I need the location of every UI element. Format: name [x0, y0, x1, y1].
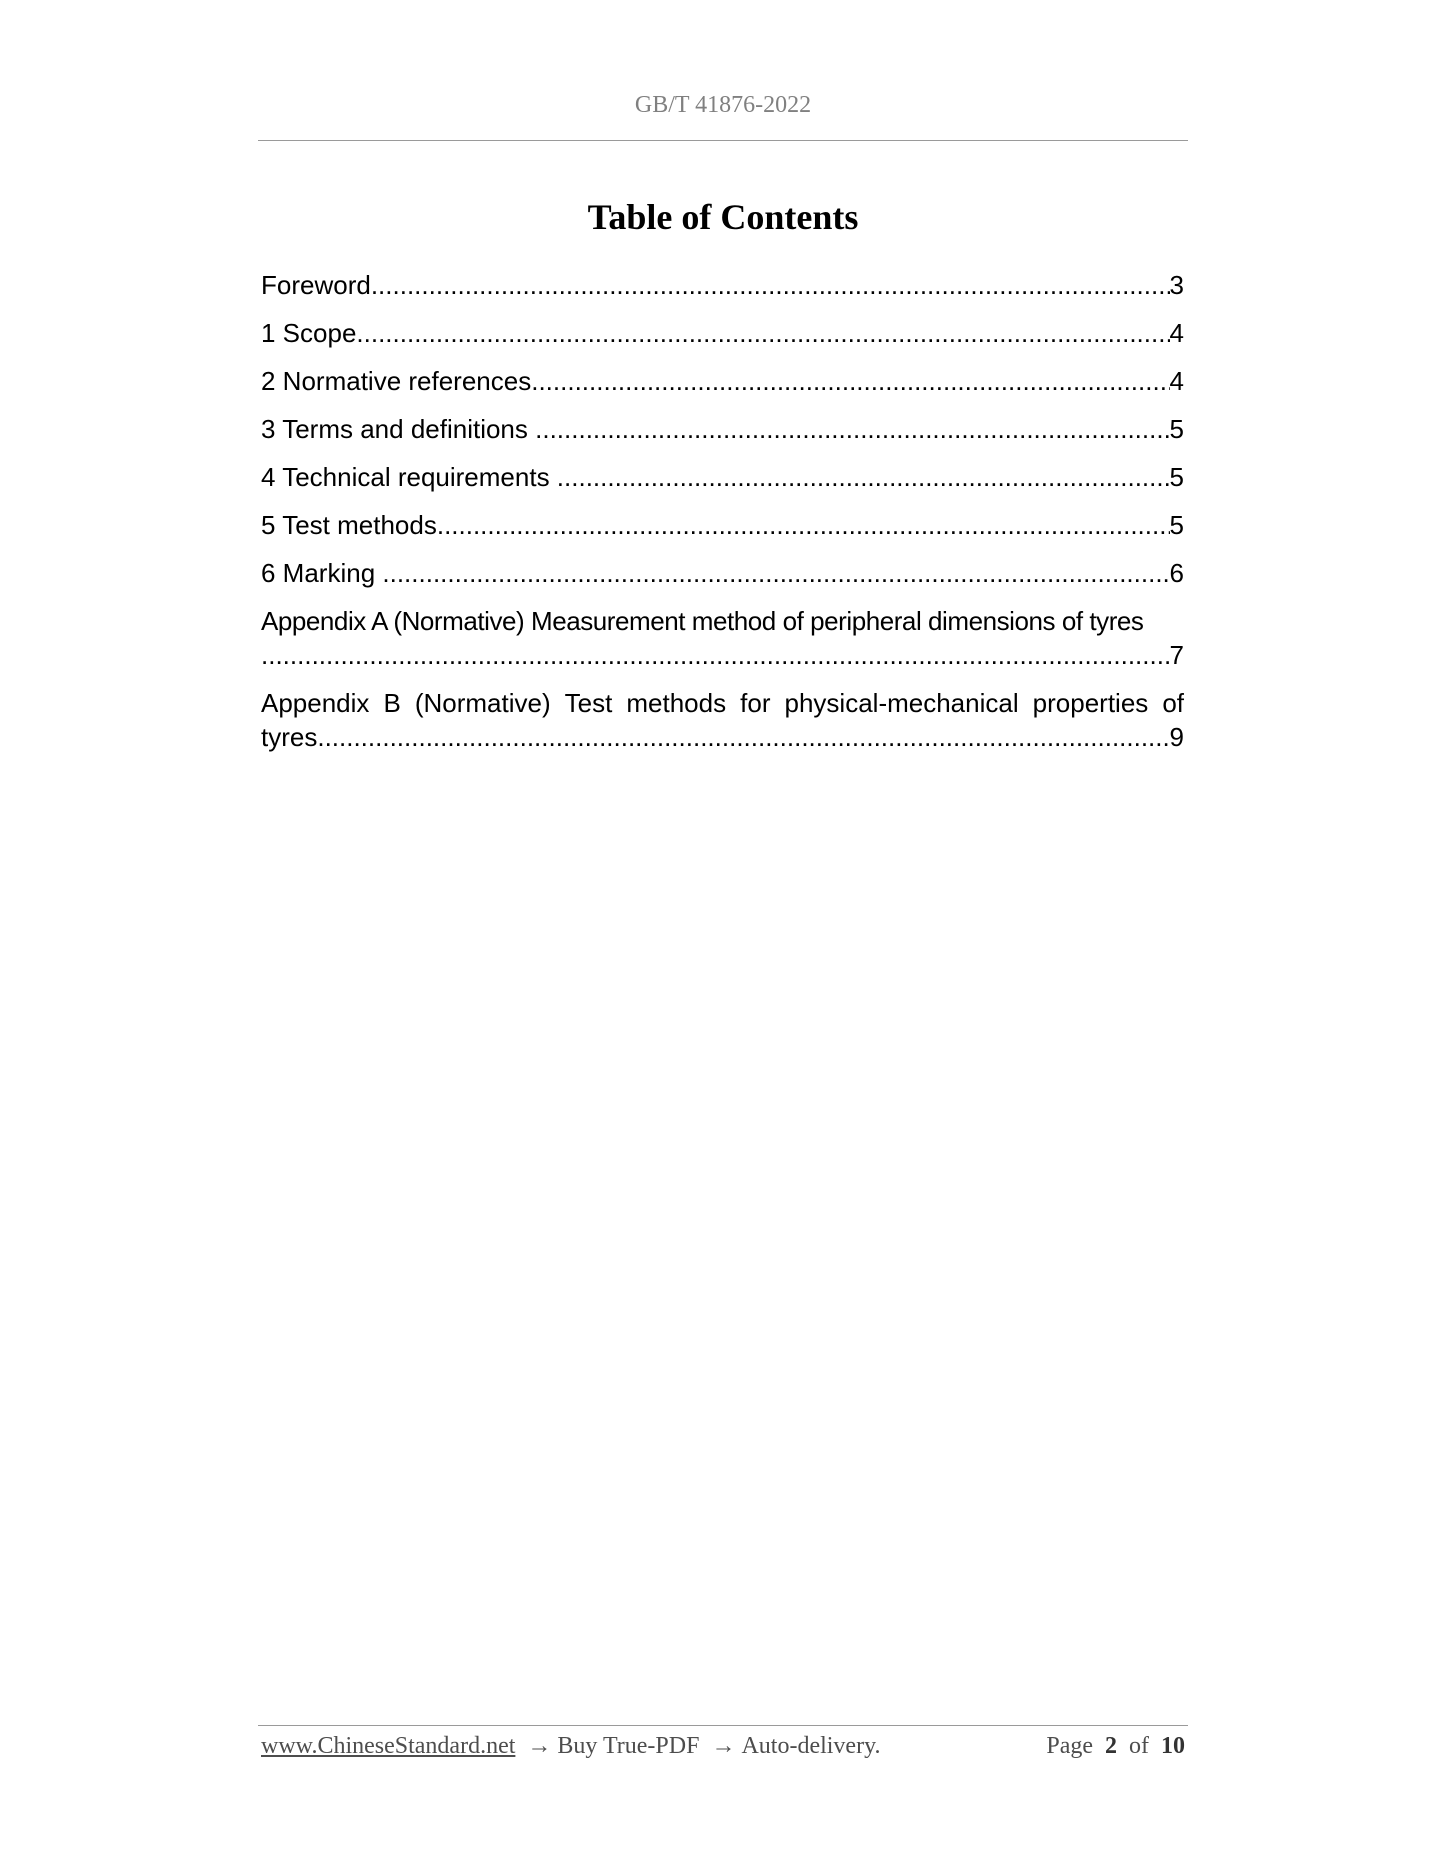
page-indicator [1046, 1733, 1185, 1760]
toc-entry-scope[interactable] [261, 316, 1184, 350]
arrow-right-icon: → [711, 1732, 736, 1759]
toc-word: for [740, 688, 771, 718]
dot-leader [557, 460, 1170, 494]
toc-entry-label: 1 Scope [261, 318, 357, 348]
toc-entry-page: 5 [1169, 510, 1184, 540]
toc-entry-label: Appendix A (Normative) Measurement method of peripheral dimensions of tyres [261, 606, 1144, 636]
page-title: Table of Contents [587, 197, 859, 237]
toc-entry-page: 5 [1169, 414, 1184, 444]
toc-word: Appendix [261, 688, 370, 718]
toc-entry-label: Foreword [261, 270, 371, 300]
toc-entry-test-methods[interactable] [261, 508, 1184, 542]
toc-entry-page: 7 [1169, 640, 1184, 670]
toc-entry-label [261, 686, 1184, 720]
toc-entry-label: 3 Terms and definitions [261, 414, 536, 444]
site-link[interactable]: www.ChineseStandard.net [261, 1732, 516, 1759]
page-word: Page [1046, 1732, 1093, 1759]
header-divider [258, 140, 1188, 141]
buy-text: Buy True-PDF [557, 1732, 700, 1759]
toc-entry-appendix-a[interactable] [261, 604, 1184, 672]
arrow-right-icon: → [527, 1732, 552, 1759]
toc-entry-label: 6 Marking [261, 558, 383, 588]
dot-leader [261, 638, 1170, 672]
total-pages: 10 [1161, 1732, 1185, 1759]
current-page: 2 [1105, 1732, 1117, 1759]
dot-leader [356, 316, 1169, 350]
toc-entry-page: 4 [1169, 366, 1184, 396]
delivery-text: Auto-delivery. [741, 1732, 881, 1759]
toc-entry-page: 3 [1169, 270, 1184, 300]
toc-entry-page: 4 [1169, 318, 1184, 348]
toc-entry-page: 6 [1169, 558, 1184, 588]
toc-entry-marking[interactable] [261, 556, 1184, 590]
toc-word: Test [564, 688, 613, 718]
toc-word: properties [1032, 688, 1149, 718]
footer-left [261, 1733, 881, 1760]
toc-entry-normative-references[interactable] [261, 364, 1184, 398]
dot-leader [535, 412, 1169, 446]
dot-leader [531, 364, 1169, 398]
dot-leader [437, 508, 1170, 542]
toc-entry-label-continuation: tyres [261, 722, 318, 752]
toc-entry-page: 9 [1169, 722, 1184, 752]
page-footer [261, 1728, 1185, 1764]
toc-entry-label: 2 Normative references [261, 366, 532, 396]
toc-entry-label: 4 Technical requirements [261, 462, 557, 492]
toc-word: physical-mechanical [784, 688, 1019, 718]
document-header: GB/T 41876-2022 [634, 92, 812, 118]
toc-word: of [1162, 688, 1184, 718]
toc-entry-technical-requirements[interactable] [261, 460, 1184, 494]
toc-entry-page: 5 [1169, 462, 1184, 492]
toc-entry-foreword[interactable] [261, 268, 1184, 302]
of-word: of [1129, 1732, 1149, 1759]
dot-leader [371, 268, 1170, 302]
toc-entry-label: 5 Test methods [261, 510, 437, 540]
toc-entry-appendix-b[interactable] [261, 686, 1184, 754]
toc-word: (Normative) [414, 688, 551, 718]
dot-leader [382, 556, 1169, 590]
table-of-contents [261, 268, 1184, 768]
toc-word: B [383, 688, 401, 718]
dot-leader [317, 720, 1169, 754]
toc-entry-terms-and-definitions[interactable] [261, 412, 1184, 446]
toc-word: methods [626, 688, 727, 718]
footer-divider [258, 1725, 1188, 1726]
